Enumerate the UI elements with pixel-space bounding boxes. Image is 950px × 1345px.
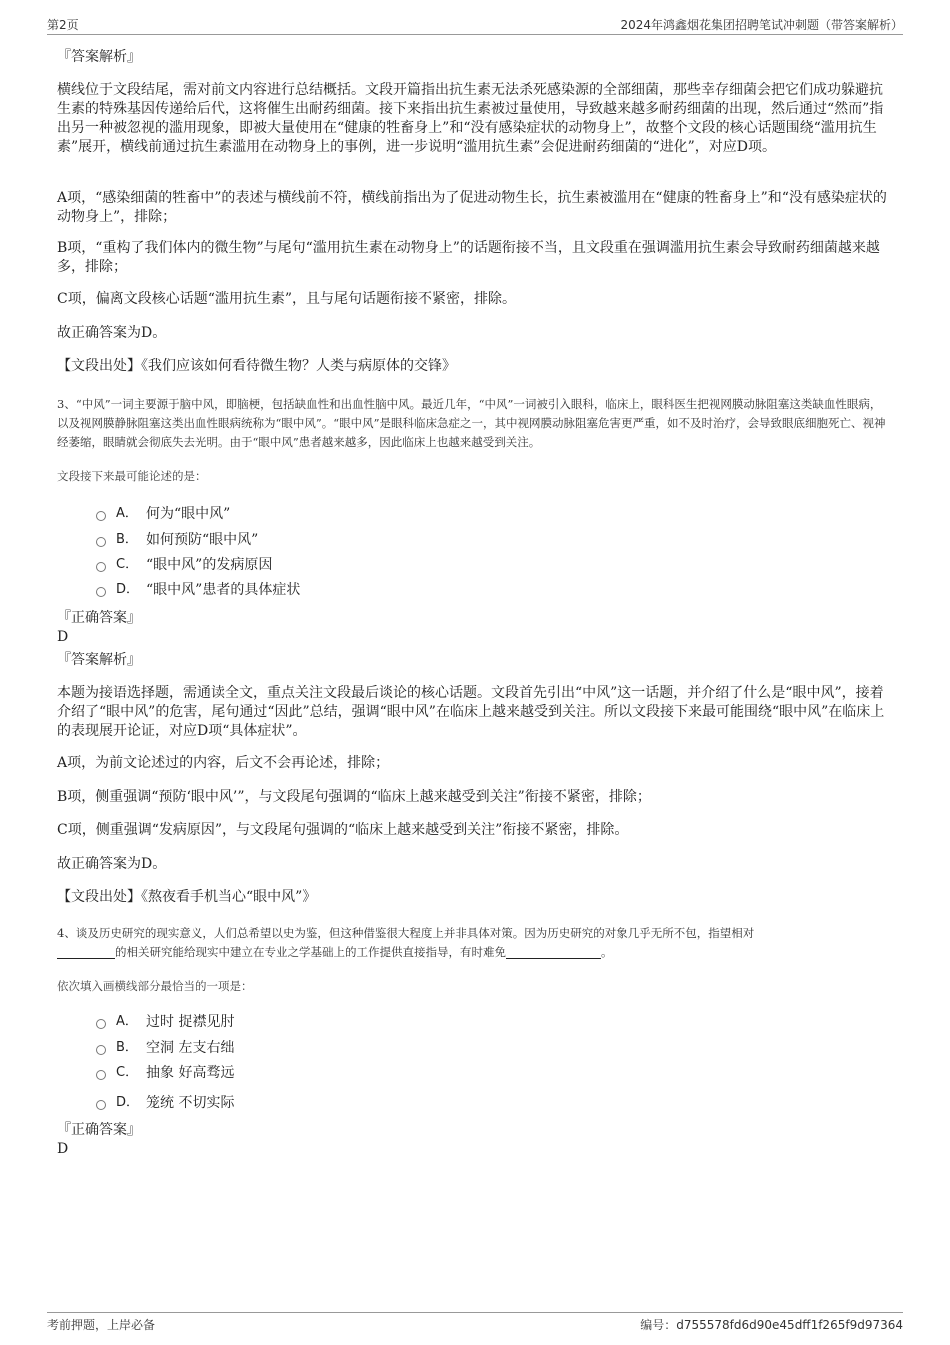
option-b[interactable]: B． 空洞 左支右绌 [96, 1038, 234, 1058]
analysis-option-b: B项，侧重强调“预防‘眼中风’”，与文段尾句强调的“临床上越来越受到关注”衔接不紧密，排除； [57, 789, 651, 805]
answer-label: 『正确答案』 [57, 610, 141, 626]
radio-icon[interactable] [96, 1070, 106, 1080]
page-footer [47, 1312, 903, 1333]
answer-value: D [57, 629, 69, 645]
page-number: 第2页 [47, 18, 79, 32]
option-d[interactable]: D． “眼中风”患者的具体症状 [96, 580, 300, 600]
option-d[interactable]: D． 笼统 不切实际 [96, 1093, 234, 1113]
analysis-conclusion: 故正确答案为D。 [57, 856, 167, 872]
analysis-conclusion: 故正确答案为D。 [57, 325, 167, 341]
question-4-stem: 4、谈及历史研究的现实意义，人们总希望以史为鉴，但这种借鉴很大程度上并非具体对策。因为历史研究的对象几乎无所不包，指望相对 的相关研究能给现实中建立在专业之学基础上的工作提供直接指导，有时难免 。 [57, 926, 755, 959]
analysis-label: 『答案解析』 [57, 652, 141, 668]
radio-icon[interactable] [96, 537, 106, 547]
analysis-text: 本题为接语选择题，需通读全文，重点关注文段最后谈论的核心话题。文段首先引出“中风”这一话题，并介绍了什么是“眼中风”，接着介绍了“眼中风”的危害，尾句通过“因此”总结，强调“眼中风”在临床上越来越受到关注。所以文段接下来最可能围绕“眼中风”在临床上的表现展开论证，对应D项“具体症状”。 [57, 685, 885, 739]
source-citation: 【文段出处】《熬夜看手机当心“眼中风”》 [57, 889, 317, 905]
answer-value: D [57, 1141, 69, 1157]
source-citation: 【文段出处】《我们应该如何看待微生物？人类与病原体的交锋》 [57, 358, 456, 374]
footer-slogan: 考前押题，上岸必备 [47, 1318, 156, 1332]
analysis-option-a: A项，为前文论述过的内容，后文不会再论述，排除； [57, 755, 390, 771]
analysis-label: 『答案解析』 [57, 49, 141, 65]
analysis-text: 横线位于文段结尾，需对前文内容进行总结概括。文段开篇指出抗生素无法杀死感染源的全部细菌，那些幸存细菌会把它们成功躲避抗生素的特殊基因传递给后代，这将催生出耐药细菌。接下来指出抗生素被过量使用，导致越来越多耐药细菌的出现，然后通过“然而”指出另一种被忽视的滥用现象，即被大量使用在“健康的牲畜身上”和“没有感染症状的动物身上”，故整个文段的核心话题围绕“滥用抗生素”展开，横线前通过抗生素滥用在动物身上的事例，进一步说明“滥用抗生素”会促进耐药细菌的“进化”，对应D项。 [57, 82, 884, 155]
option-b[interactable]: B． 如何预防“眼中风” [96, 530, 258, 550]
document-title: 2024年鸿鑫烟花集团招聘笔试冲刺题（带答案解析） [620, 18, 903, 32]
radio-icon[interactable] [96, 1019, 106, 1029]
fill-blank-1 [57, 944, 115, 959]
question-4-prompt: 依次填入画横线部分最恰当的一项是： [57, 979, 253, 993]
option-a[interactable]: A． 过时 捉襟见肘 [96, 1012, 234, 1032]
radio-icon[interactable] [96, 1045, 106, 1055]
document-serial: 编号：d755578fd6d90e45dff1f265f9d97364 [640, 1318, 903, 1332]
option-c[interactable]: C． 抽象 好高骛远 [96, 1063, 234, 1083]
analysis-option-b: B项，“重构了我们体内的微生物”与尾句“滥用抗生素在动物身上”的话题衔接不当，且文段重在强调滥用抗生素会导致耐药细菌越来越多，排除； [57, 240, 880, 275]
question-3-stem: 3、“中风”一词主要源于脑中风，即脑梗，包括缺血性和出血性脑中风。最近几年，“中风”一词被引入眼科，临床上，眼科医生把视网膜动脉阻塞这类缺血性眼病，以及视网膜静脉阻塞这类出血性眼病统称为“眼中风”。“眼中风”是眼科临床急症之一，其中视网膜动脉阻塞危害更严重，如不及时治疗，会导致眼底细胞死亡、视神经萎缩，眼睛就会彻底失去光明。由于“眼中风”患者越来越多，因此临床上也越来越受到关注。 [57, 397, 886, 449]
answer-label: 『正确答案』 [57, 1122, 141, 1138]
radio-icon[interactable] [96, 511, 106, 521]
analysis-option-a: A项，“感染细菌的牲畜中”的表述与横线前不符，横线前指出为了促进动物生长，抗生素被滥用在“健康的牲畜身上”和“没有感染症状的动物身上”，排除； [57, 190, 887, 225]
analysis-option-c: C项，偏离文段核心话题“滥用抗生素”，且与尾句话题衔接不紧密，排除。 [57, 291, 517, 307]
option-c[interactable]: C． “眼中风”的发病原因 [96, 555, 272, 575]
radio-icon[interactable] [96, 562, 106, 572]
option-a[interactable]: A． 何为“眼中风” [96, 504, 230, 524]
fill-blank-2 [506, 944, 601, 959]
radio-icon[interactable] [96, 587, 106, 597]
page-header [47, 14, 903, 35]
radio-icon[interactable] [96, 1100, 106, 1110]
analysis-option-c: C项，侧重强调“发病原因”，与文段尾句强调的“临床上越来越受到关注”衔接不紧密，排除。 [57, 822, 629, 838]
question-3-prompt: 文段接下来最可能论述的是： [57, 469, 207, 483]
